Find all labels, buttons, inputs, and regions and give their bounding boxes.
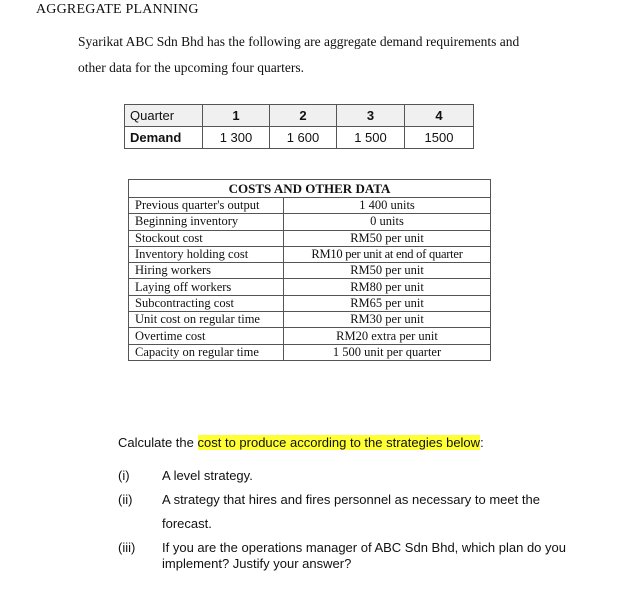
page-heading: AGGREGATE PLANNING xyxy=(36,2,199,17)
instruction-suffix: : xyxy=(480,435,484,450)
cost-row xyxy=(129,198,491,214)
demand-table-demand-row xyxy=(125,127,474,149)
question-text-ii-line-2: forecast. xyxy=(162,516,212,531)
instruction-highlight: cost to produce according to the strategies below xyxy=(197,435,481,450)
cost-value: RM50 per unit xyxy=(284,230,491,246)
cost-label: Subcontracting cost xyxy=(129,295,284,311)
cost-label: Inventory holding cost xyxy=(129,246,284,262)
cost-row xyxy=(129,230,491,246)
cost-value: RM20 extra per unit xyxy=(284,328,491,344)
cost-label: Unit cost on regular time xyxy=(129,312,284,328)
cost-label: Overtime cost xyxy=(129,328,284,344)
cost-row xyxy=(129,246,491,262)
quarter-4: 4 xyxy=(405,105,474,127)
demand-label: Demand xyxy=(125,127,203,149)
quarter-1: 1 xyxy=(203,105,270,127)
instruction-prefix: Calculate the xyxy=(118,435,198,450)
cost-label: Previous quarter's output xyxy=(129,198,284,214)
cost-value: 0 units xyxy=(284,214,491,230)
cost-value: 1 400 units xyxy=(284,198,491,214)
question-number-i: (i) xyxy=(118,468,130,483)
question-number-iii: (iii) xyxy=(118,540,136,555)
cost-row xyxy=(129,328,491,344)
demand-q1: 1 300 xyxy=(203,127,270,149)
demand-q2: 1 600 xyxy=(270,127,337,149)
instruction-line xyxy=(118,435,484,450)
question-text-iii-line-2: implement? Justify your answer? xyxy=(162,556,352,571)
question-number-ii: (ii) xyxy=(118,492,133,507)
cost-value: 1 500 unit per quarter xyxy=(284,344,491,360)
intro-line-2: other data for the upcoming four quarters. xyxy=(78,60,305,75)
cost-label: Stockout cost xyxy=(129,230,284,246)
cost-label: Hiring workers xyxy=(129,263,284,279)
demand-q3: 1 500 xyxy=(337,127,405,149)
question-text-iii-line-1: If you are the operations manager of ABC Sdn Bhd, which plan do you xyxy=(162,540,566,555)
cost-row xyxy=(129,344,491,360)
costs-table-caption: COSTS AND OTHER DATA xyxy=(129,180,491,198)
cost-value: RM10 per unit at end of quarter xyxy=(284,246,491,262)
cost-label: Laying off workers xyxy=(129,279,284,295)
costs-table-caption-row xyxy=(129,180,491,198)
costs-table xyxy=(128,179,491,361)
cost-row xyxy=(129,279,491,295)
cost-row xyxy=(129,312,491,328)
cost-value: RM80 per unit xyxy=(284,279,491,295)
cost-row xyxy=(129,214,491,230)
cost-row xyxy=(129,263,491,279)
demand-q4: 1500 xyxy=(405,127,474,149)
cost-label: Capacity on regular time xyxy=(129,344,284,360)
quarter-3: 3 xyxy=(337,105,405,127)
question-text-ii-line-1: A strategy that hires and fires personnel as necessary to meet the xyxy=(162,492,540,507)
quarter-label: Quarter xyxy=(125,105,203,127)
cost-row xyxy=(129,295,491,311)
cost-value: RM65 per unit xyxy=(284,295,491,311)
cost-value: RM30 per unit xyxy=(284,312,491,328)
demand-table xyxy=(124,104,474,149)
cost-label: Beginning inventory xyxy=(129,214,284,230)
quarter-2: 2 xyxy=(270,105,337,127)
intro-line-1: Syarikat ABC Sdn Bhd has the following are aggregate demand requirements and xyxy=(78,34,520,49)
cost-value: RM50 per unit xyxy=(284,263,491,279)
demand-table-header-row xyxy=(125,105,474,127)
question-text-i: A level strategy. xyxy=(162,468,253,483)
